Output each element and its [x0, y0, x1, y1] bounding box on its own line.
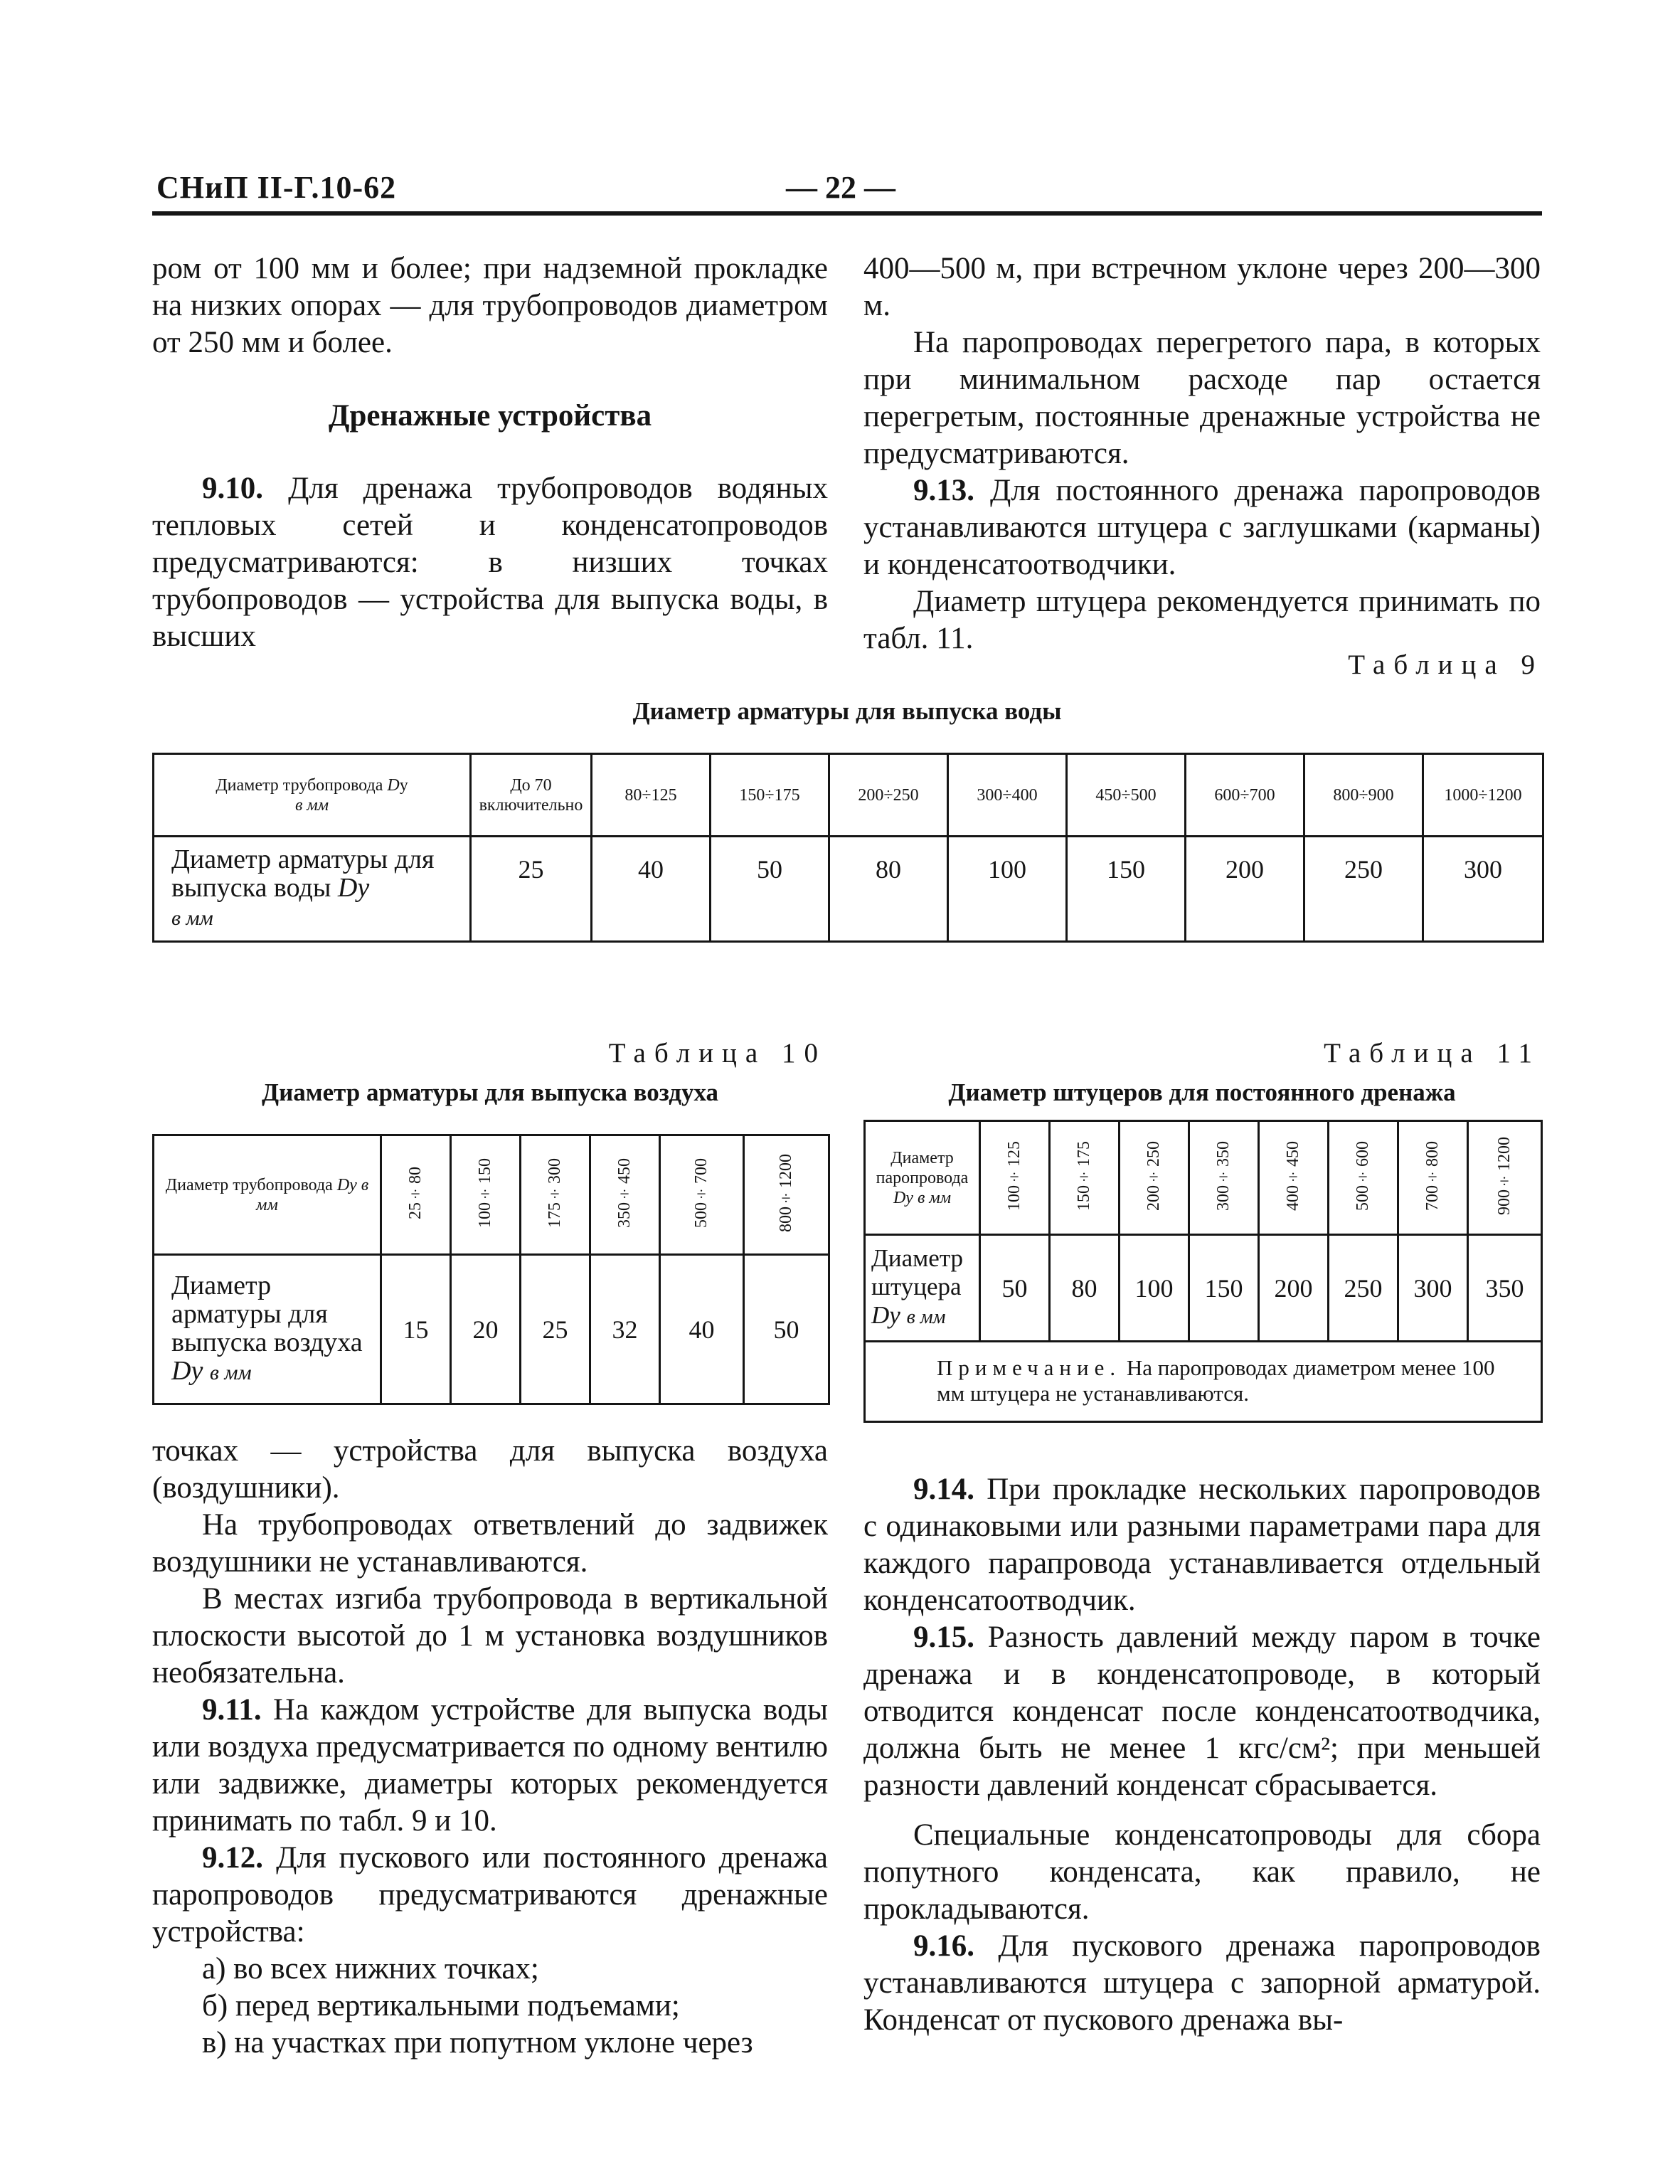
paragraph-9-11	[152, 1692, 828, 1840]
header-text: 100÷125	[1005, 1141, 1024, 1211]
table-cell-head: 80÷125	[592, 754, 711, 837]
table-10	[152, 1134, 830, 1405]
left-column-top	[152, 250, 828, 655]
symbol: Dу	[171, 1356, 203, 1386]
table-cell-head	[1259, 1121, 1329, 1235]
clause-number: 9.15.	[913, 1621, 974, 1654]
clause-number: 9.13.	[913, 474, 974, 507]
unit: в мм	[256, 1175, 369, 1214]
table-cell: 80	[1050, 1235, 1120, 1342]
section-heading: Дренажные устройства	[328, 399, 652, 433]
paragraph-9-16	[863, 1928, 1541, 2039]
table-cell-head	[451, 1135, 521, 1255]
paragraph: Специальные конденсатопроводы для сбора попутного конденсата, как правило, не прокладываются.	[863, 1818, 1541, 1926]
table-10-header-row	[154, 1135, 829, 1255]
right-column-top	[863, 250, 1541, 657]
table-cell-head: 450÷500	[1067, 754, 1186, 837]
table-cell-head	[1189, 1121, 1259, 1235]
symbol: D	[387, 775, 400, 795]
table-9-title: Диаметр арматуры для выпуска воды	[632, 697, 1062, 725]
table-11-caption: Таблица 11	[1324, 1038, 1541, 1069]
table-cell-head	[1050, 1121, 1120, 1235]
unit: в мм	[906, 1306, 946, 1328]
header-text: 175÷300	[546, 1158, 564, 1228]
table-10-row-label	[154, 1255, 381, 1404]
note-label: Примечание.	[937, 1355, 1122, 1380]
table-cell: 32	[590, 1255, 660, 1404]
table-cell-head: 600÷700	[1186, 754, 1304, 837]
paragraph-9-12	[152, 1840, 828, 1951]
table-11-note-row	[865, 1342, 1542, 1422]
header-text: 300÷350	[1214, 1141, 1233, 1211]
table-11-value-row	[865, 1235, 1542, 1342]
table-9-row-label	[154, 837, 471, 942]
label-text: Диаметр паропровода	[876, 1148, 969, 1187]
table-9	[152, 753, 1544, 943]
table-11-header-row	[865, 1121, 1542, 1235]
clause-number: 9.11.	[202, 1693, 262, 1727]
table-cell: 200	[1186, 837, 1304, 942]
header-text: 400÷450	[1284, 1141, 1302, 1211]
table-cell: 25	[471, 837, 592, 942]
page-number: — 22 —	[786, 170, 895, 205]
label-text: Диаметр трубопровода	[165, 1175, 333, 1194]
header-text: 500÷700	[692, 1158, 711, 1228]
table-cell-head: 1000÷1200	[1423, 754, 1543, 837]
clause-text: При прокладке нескольких паропроводов с одинаковыми или разными параметрами пара для каждого парапровода устанавливается отдельный конденсатоотводчик.	[863, 1473, 1541, 1617]
symbol: Dу	[893, 1188, 913, 1207]
document-code: СНиП II-Г.10-62	[156, 170, 397, 205]
table-cell: 40	[592, 837, 711, 942]
table-cell: 20	[451, 1255, 521, 1404]
header-text: 25÷80	[406, 1167, 425, 1219]
paragraph-9-13	[863, 472, 1541, 583]
header-text: 500÷600	[1354, 1141, 1372, 1211]
header-text: 100÷150	[476, 1158, 494, 1228]
table-9-caption: Таблица 9	[1348, 650, 1543, 680]
table-cell: 200	[1259, 1235, 1329, 1342]
table-cell: 250	[1329, 1235, 1398, 1342]
table-11-note	[865, 1342, 1542, 1422]
paragraph-9-14	[863, 1471, 1541, 1619]
paragraph-9-15	[863, 1619, 1541, 1804]
table-cell: 300	[1398, 1235, 1468, 1342]
symbol-subscript: у	[399, 775, 408, 795]
clause-number: 9.14.	[913, 1473, 974, 1506]
table-10-value-row	[154, 1255, 829, 1404]
table-cell: 80	[829, 837, 948, 942]
paragraph-9-10	[152, 470, 828, 655]
paragraph: На трубопроводах ответвлений до задвижек воздушники не устанавливаются.	[152, 1508, 828, 1579]
symbol: Dу	[336, 1175, 357, 1194]
clause-text: Для дренажа трубопроводов водяных тепловых сетей и конденсатопроводов предусматриваются: в низших точках трубопроводов — устройства для выпуска воды, в высших	[152, 472, 829, 653]
header-text: 200÷250	[1144, 1141, 1163, 1211]
unit: в мм	[171, 906, 213, 930]
clause-number: 9.10.	[202, 472, 263, 505]
header-text: 700÷800	[1423, 1141, 1442, 1211]
symbol: Dу	[871, 1301, 900, 1329]
table-cell-head	[521, 1135, 590, 1255]
clause-number: 9.12.	[202, 1841, 263, 1875]
left-column-bottom	[152, 1433, 828, 2062]
header-text: 900÷1200	[1495, 1137, 1514, 1215]
table-cell: 150	[1067, 837, 1186, 942]
list-item: в) на участках при попутном уклоне через	[202, 2026, 753, 2060]
table-10-caption: Таблица 10	[608, 1038, 826, 1069]
clause-text: Разность давлений между паром в точке дренажа и в конденсатопроводе, в который отводится конденсат после конденсатоотводчика, должна быть не менее 1 кгс/см²; при меньшей разности давлений конденсат сбрасывается.	[863, 1621, 1541, 1802]
label-text: Диаметр штуцера	[871, 1244, 964, 1300]
table-cell: 350	[1468, 1235, 1542, 1342]
table-cell: 15	[381, 1255, 451, 1404]
paragraph: Диаметр штуцера рекомендуется принимать по табл. 11.	[863, 585, 1541, 655]
table-cell-head	[381, 1135, 451, 1255]
label-text: Диаметр арматуры для выпуска воздуха	[171, 1271, 363, 1357]
right-column-bottom	[863, 1471, 1541, 2039]
unit: в мм	[209, 1361, 252, 1384]
unit: в мм	[294, 795, 329, 815]
table-cell: 300	[1423, 837, 1543, 942]
table-cell: 100	[948, 837, 1067, 942]
note-text: На паропроводах диаметром менее 100 мм штуцера не устанавливаются.	[937, 1355, 1495, 1406]
table-cell-head: 300÷400	[948, 754, 1067, 837]
table-10-title: Диаметр арматуры для выпуска воздуха	[262, 1078, 718, 1106]
table-cell: 50	[980, 1235, 1050, 1342]
header-rule	[152, 211, 1542, 216]
table-cell-head	[1120, 1121, 1189, 1235]
table-cell: 50	[744, 1255, 829, 1404]
table-11-head-label	[865, 1121, 980, 1235]
header-text: 150÷175	[1075, 1141, 1093, 1211]
paragraph: На паропроводах перегретого пара, в которых при минимальном расходе пар остается перегретым, постоянные дренажные устройства не предусматриваются.	[863, 326, 1541, 470]
paragraph: 400—500 м, при встречном уклоне через 200—300 м.	[863, 252, 1541, 322]
clause-text: Для пускового или постоянного дренажа паропроводов предусматриваются дренажные устройства:	[152, 1841, 829, 1949]
table-cell-head: 150÷175	[711, 754, 829, 837]
symbol: Dу	[337, 873, 370, 903]
table-9-head-label	[154, 754, 471, 837]
table-11-row-label	[865, 1235, 980, 1342]
clause-number: 9.16.	[913, 1929, 974, 1963]
paragraph: В местах изгиба трубопровода в вертикальной плоскости высотой до 1 м установка воздушников необязательна.	[152, 1582, 828, 1690]
table-cell: 25	[521, 1255, 590, 1404]
table-cell-head	[1398, 1121, 1468, 1235]
paragraph: ром от 100 мм и более; при надземной прокладке на низких опорах — для трубопроводов диаметром от 250 мм и более.	[152, 252, 828, 359]
table-cell-head	[660, 1135, 744, 1255]
table-cell-head	[1468, 1121, 1542, 1235]
label-text: Диаметр арматуры для выпуска воды	[171, 844, 435, 903]
unit: в мм	[917, 1188, 952, 1207]
list-item: б) перед вертикальными подъемами;	[202, 1989, 680, 2023]
table-cell: 50	[711, 837, 829, 942]
header-text: 800÷1200	[777, 1154, 795, 1232]
paragraph: точках — устройства для выпуска воздуха (воздушники).	[152, 1434, 828, 1505]
table-10-head-label	[154, 1135, 381, 1255]
list-item: а) во всех нижних точках;	[202, 1952, 539, 1986]
label-text: Диаметр трубопровода	[216, 775, 388, 795]
table-cell-head: 800÷900	[1304, 754, 1423, 837]
table-9-value-row	[154, 837, 1543, 942]
table-cell-head	[1329, 1121, 1398, 1235]
table-cell-head	[980, 1121, 1050, 1235]
table-cell-head: 200÷250	[829, 754, 948, 837]
clause-text: Для постоянного дренажа паропроводов устанавливаются штуцера с заглушками (карманы) и конденсатоотводчики.	[863, 474, 1541, 581]
clause-text: Для пускового дренажа паропроводов устанавливаются штуцера с запорной арматурой. Конденсат от пускового дренажа вы-	[863, 1929, 1541, 2037]
table-cell: 40	[660, 1255, 744, 1404]
table-cell: 150	[1189, 1235, 1259, 1342]
table-cell-head	[590, 1135, 660, 1255]
table-11-title: Диаметр штуцеров для постоянного дренажа	[948, 1078, 1456, 1106]
table-cell-head	[744, 1135, 829, 1255]
header-text: 350÷450	[615, 1158, 634, 1228]
table-9-header-row	[154, 754, 1543, 837]
table-cell: 250	[1304, 837, 1423, 942]
table-cell-head: До 70 включительно	[471, 754, 592, 837]
table-cell: 100	[1120, 1235, 1189, 1342]
clause-text: На каждом устройстве для выпуска воды или воздуха предусматривается по одному вентилю или задвижке, диаметры которых рекомендуется принимать по табл. 9 и 10.	[152, 1693, 828, 1838]
table-11	[863, 1120, 1543, 1423]
